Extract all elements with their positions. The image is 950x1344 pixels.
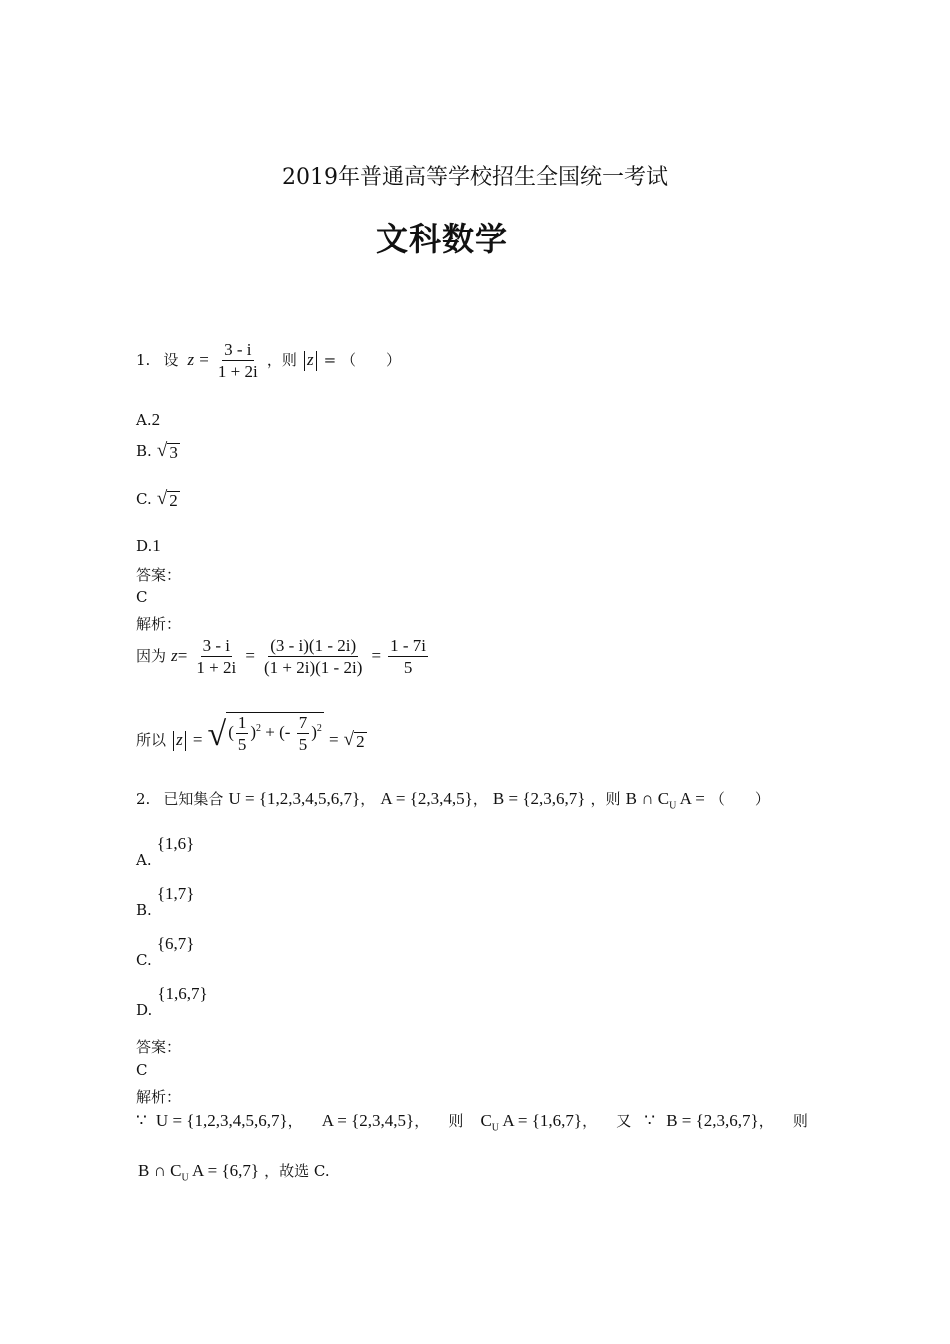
- answer-label: 答案：: [136, 1038, 182, 1056]
- answer-value: C: [136, 588, 148, 606]
- analysis-label: 解析：: [136, 1088, 182, 1106]
- question-1-stem: 1. 设 z = $\frac{3 - i}{1 + 2i}$ ，则 z = （ ）: [136, 340, 401, 381]
- analysis-step-1: ∵ U = {1,2,3,4,5,6,7}， A = {2,3,4,5}， 则 $C_U$ A = {1,6,7}， 又 ∵ B = {2,3,6,7}， 则: [136, 1111, 808, 1134]
- exam-subtitle: 文科数学: [376, 220, 509, 258]
- option-a: A.2: [136, 410, 161, 429]
- option-c: C. {6,7}: [136, 934, 195, 969]
- question-number: 2.: [136, 790, 151, 808]
- sqrt-symbol: √ 3: [156, 440, 178, 462]
- fraction: $\frac{3 - i}{1 + 2i}$: [217, 340, 258, 381]
- option-a: A. {1,6}: [136, 834, 195, 869]
- question-2-stem: 2. 已知集合 U = {1,2,3,4,5,6,7}， A = {2,3,4,5}， B = {2,3,6,7} ，则 B ∩ $C_U$ A = （ ）: [136, 789, 770, 812]
- sqrt-symbol: √ 2: [156, 488, 178, 510]
- answer-label: 答案：: [136, 566, 182, 584]
- analysis-step-1: 因为 z= $\frac{3 - i}{1 + 2i}$ = $\frac{(3 - i)(1 - 2i)}{(1 + 2i)(1 - 2i)}$ = $\frac{1 - 7i}{5}$: [136, 636, 427, 677]
- analysis-step-2: B ∩ $C_U$ A = {6,7} ，故选 C.: [138, 1161, 330, 1184]
- answer-value: C: [136, 1061, 148, 1079]
- analysis-label: 解析：: [136, 615, 182, 633]
- analysis-step-2: 所以 z = √ ( $\frac{1}{5}$ )$^2$ + (- $\frac{7}{5}$ )$^2$ = √ 2: [136, 713, 365, 754]
- option-b: B. {1,7}: [136, 884, 195, 919]
- option-b: B. √ 3: [136, 440, 178, 462]
- exam-title: 2019年普通高等学校招生全国统一考试: [282, 165, 668, 190]
- option-d: D. {1,6,7}: [136, 984, 208, 1019]
- option-c: C. √ 2: [136, 488, 178, 510]
- question-number: 1.: [136, 351, 151, 369]
- option-d: D.1: [136, 536, 161, 555]
